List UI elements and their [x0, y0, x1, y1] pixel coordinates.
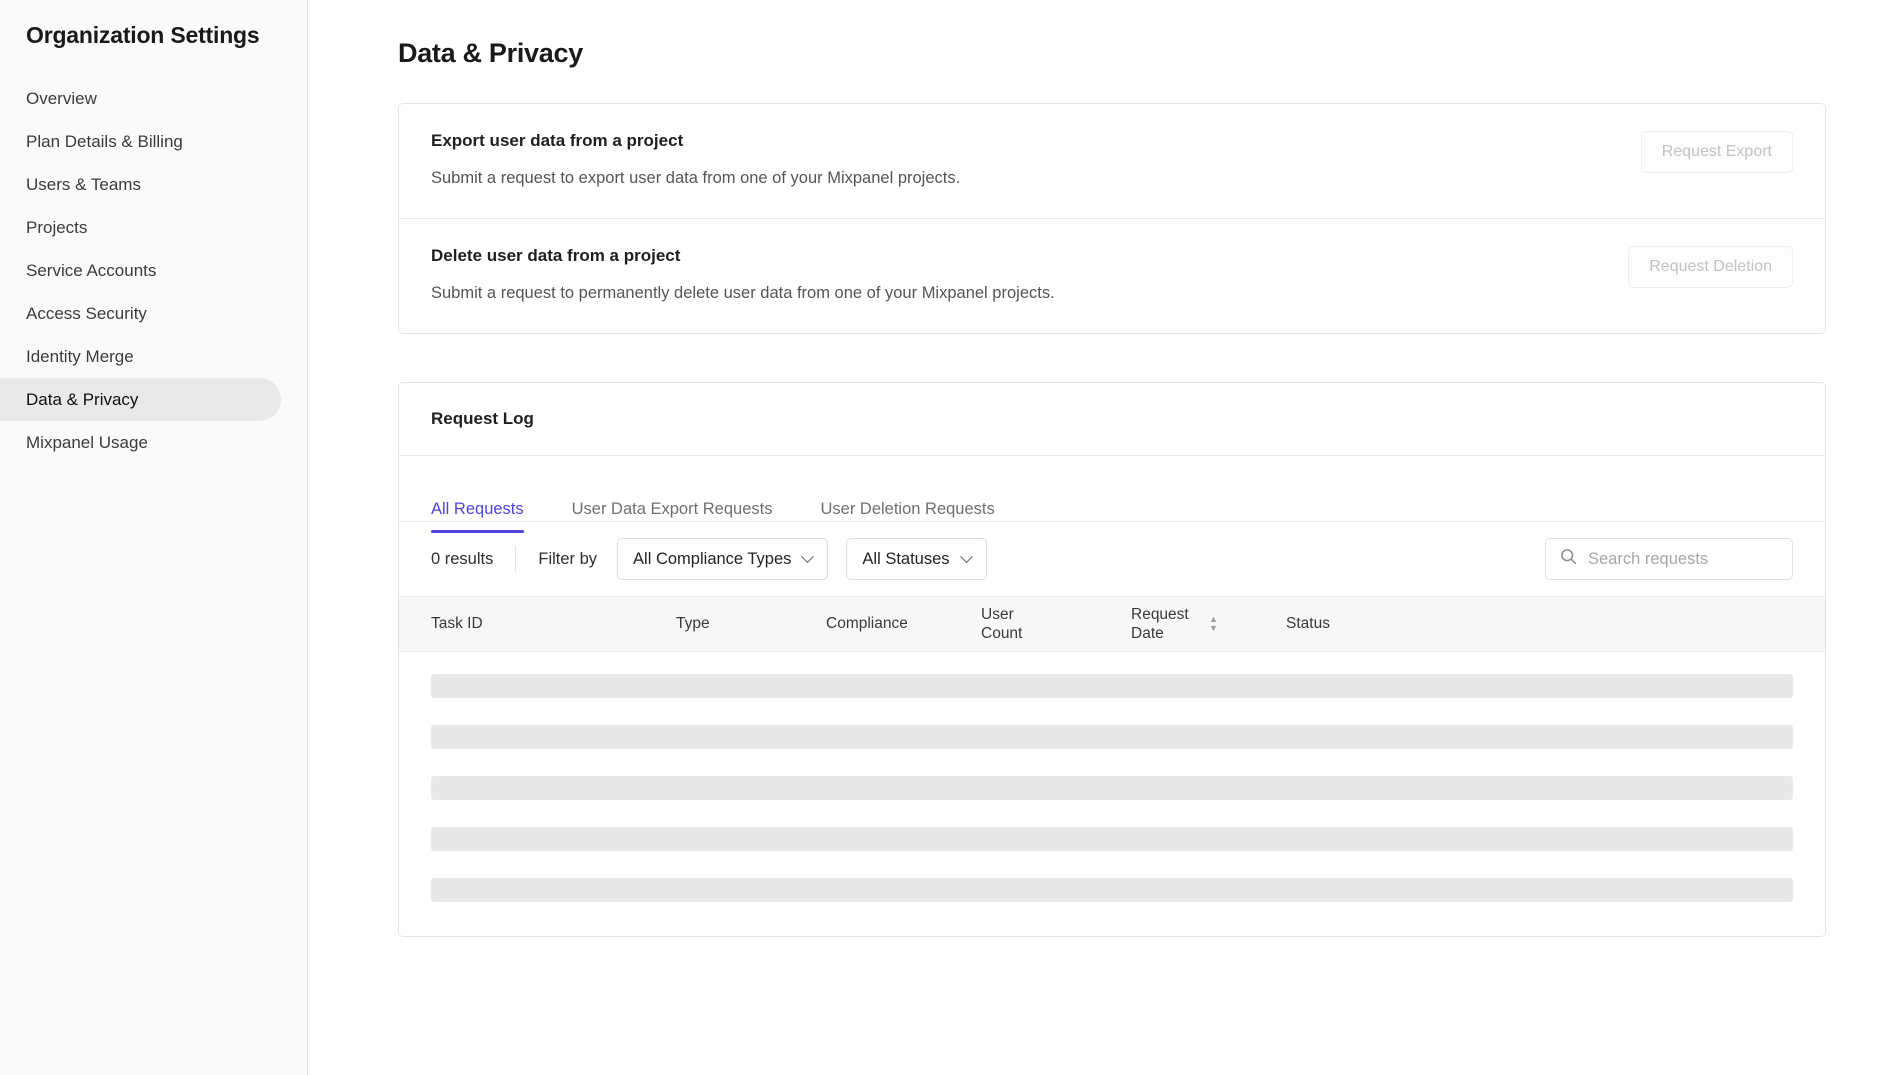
sort-toggle-icon[interactable]: ▲ ▼ [1209, 614, 1218, 633]
page-title: Data & Privacy [398, 38, 583, 68]
sidebar-item-label: Data & Privacy [26, 389, 139, 409]
sidebar-title: Organization Settings [26, 22, 260, 48]
column-header-task-id[interactable]: Task ID [431, 615, 483, 633]
sidebar-item-label: Plan Details & Billing [26, 131, 183, 151]
sidebar-item-label: Projects [26, 217, 88, 237]
search-requests-box[interactable] [1545, 538, 1793, 580]
export-user-data-description: Submit a request to export user data from one of your Mixpanel projects. [431, 169, 961, 187]
sidebar-item-label: Identity Merge [26, 346, 134, 366]
skeleton-row [431, 725, 1793, 749]
export-user-data-text [431, 131, 960, 188]
tab-user-data-export-requests[interactable] [572, 500, 773, 533]
request-log-tabs [399, 456, 1825, 522]
sidebar-item-overview[interactable] [0, 77, 281, 120]
skeleton-row [431, 878, 1793, 902]
chevron-down-icon [960, 550, 973, 563]
sidebar [0, 0, 308, 1075]
sidebar-item-plan-details-billing[interactable] [0, 120, 281, 163]
sidebar-nav [0, 77, 307, 464]
column-header-compliance[interactable]: Compliance [826, 615, 908, 633]
delete-user-data-title: Delete user data from a project [431, 246, 681, 265]
sidebar-item-label: Mixpanel Usage [26, 432, 148, 452]
tab-label: User Deletion Requests [820, 500, 995, 518]
column-header-type[interactable]: Type [676, 615, 710, 633]
skeleton-row [431, 674, 1793, 698]
data-actions-card [398, 103, 1826, 334]
status-select[interactable] [846, 538, 986, 580]
export-user-data-title: Export user data from a project [431, 131, 684, 150]
search-input[interactable] [1588, 550, 1778, 569]
sidebar-item-mixpanel-usage[interactable] [0, 421, 281, 464]
sidebar-item-access-security[interactable] [0, 292, 281, 335]
vertical-divider [515, 546, 516, 572]
sidebar-item-label: Access Security [26, 303, 147, 323]
column-header-request-date[interactable] [1131, 605, 1286, 644]
request-log-table-header [399, 596, 1825, 652]
request-export-button[interactable]: Request Export [1641, 131, 1793, 173]
column-header-user-count-label: User Count [981, 605, 1023, 642]
column-header-request-date-label: Request Date [1131, 605, 1189, 642]
search-icon [1560, 548, 1577, 570]
skeleton-row [431, 776, 1793, 800]
tab-user-deletion-requests[interactable] [820, 500, 994, 533]
skeleton-row [431, 827, 1793, 851]
request-log-loading-placeholder [399, 652, 1825, 936]
tab-all-requests[interactable] [431, 500, 524, 533]
sidebar-item-identity-merge[interactable] [0, 335, 281, 378]
delete-user-data-row [399, 218, 1825, 333]
chevron-down-icon [802, 550, 815, 563]
request-deletion-button[interactable]: Request Deletion [1628, 246, 1793, 288]
sidebar-item-label: Service Accounts [26, 260, 157, 280]
delete-user-data-description: Submit a request to permanently delete user data from one of your Mixpanel projects. [431, 284, 1055, 302]
status-value: All Statuses [862, 549, 950, 568]
column-header-user-count[interactable] [981, 605, 1131, 644]
filter-by-label: Filter by [538, 549, 598, 568]
sidebar-item-label: Overview [26, 88, 97, 108]
tab-label: All Requests [431, 500, 524, 518]
request-log-heading: Request Log [399, 383, 1825, 456]
filter-bar [399, 522, 1825, 596]
export-user-data-row [399, 104, 1825, 218]
compliance-type-select[interactable] [617, 538, 828, 580]
results-count: 0 results [431, 549, 494, 568]
request-log-card [398, 382, 1826, 937]
main-content [308, 0, 1886, 1075]
column-header-status[interactable]: Status [1286, 615, 1330, 633]
sidebar-item-label: Users & Teams [26, 174, 141, 194]
delete-user-data-text [431, 246, 1055, 303]
sidebar-item-projects[interactable] [0, 206, 281, 249]
sidebar-item-service-accounts[interactable] [0, 249, 281, 292]
tab-label: User Data Export Requests [571, 500, 773, 518]
compliance-type-value: All Compliance Types [633, 549, 792, 568]
sidebar-item-data-privacy[interactable] [0, 378, 281, 421]
sidebar-item-users-teams[interactable] [0, 163, 281, 206]
